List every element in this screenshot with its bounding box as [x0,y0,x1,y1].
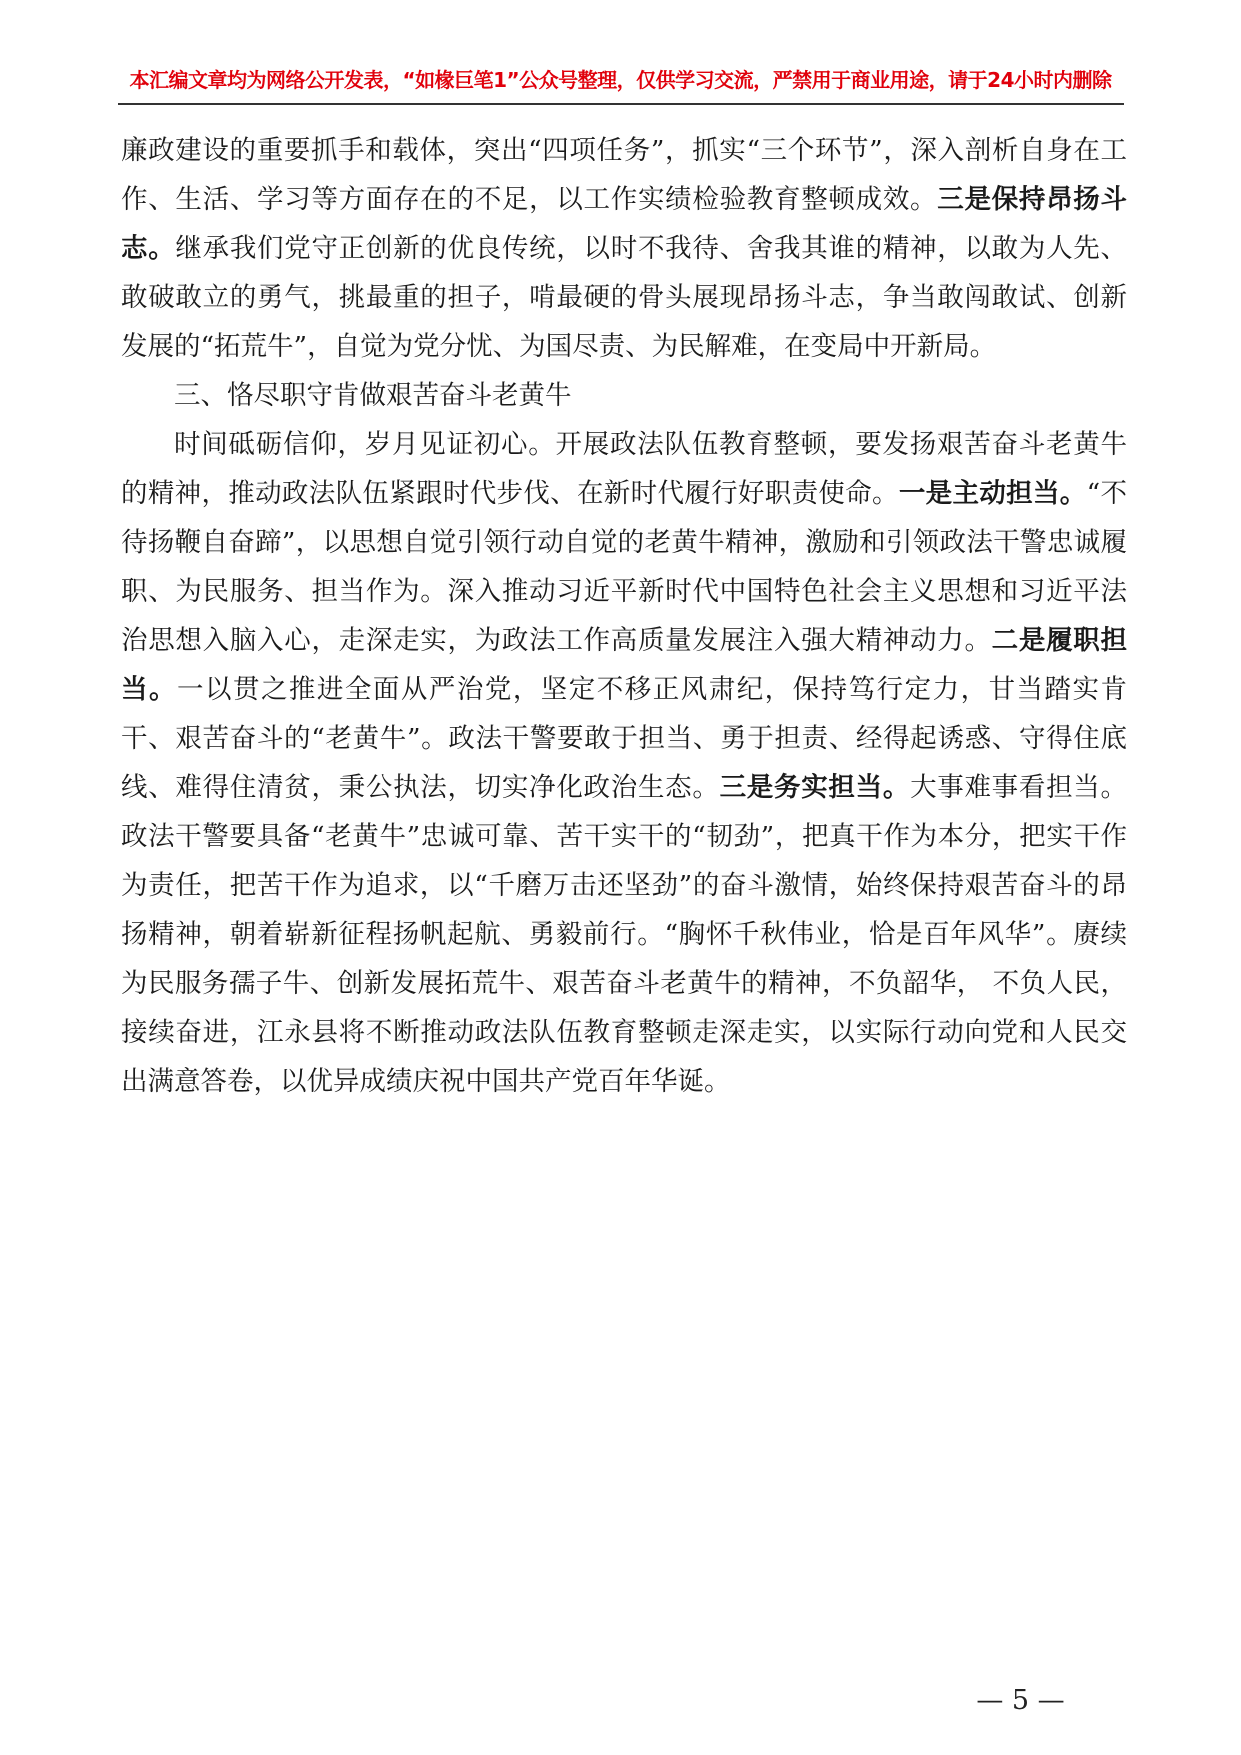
bold-point-2: 二是履职担当。 [121,625,1128,705]
bold-point-3b: 三是务实担当。 [719,772,911,803]
paragraph-text: “不待扬鞭自奋蹄”，以思想自觉引领行动自觉的老黄牛精神，激励和引领政法干警忠诚履职、为民服务、担当作为。深入推动习近平新时代中国特色社会主义思想和习近平法治思想入脑入心，走深走实，为政法工作高质量发展注入强大精神动力。 [121,478,1127,656]
copyright-banner: 本汇编文章均为网络公开发表，“如椽巨笔1”公众号整理，仅供学习交流，严禁用于商业用途，请于24小时内删除 [129,68,1112,92]
paragraph-text: 时间砥砺信仰，岁月见证初心。开展政法队伍教育整顿，要发扬艰苦奋斗老黄牛的精神，推动政法队伍紧跟时代步伐、在新时代履行好职责使命。 [121,429,1127,509]
paragraph-text: 一以贯之推进全面从严治党，坚定不移正风肃纪，保持笃行定力，甘当踏实肯干、艰苦奋斗的“老黄牛”。政法干警要敢于担当、勇于担责、经得起诱惑、守得住底线、难得住清贫，秉公执法，切实净化政治生态。 [121,674,1128,803]
paragraph-text: 继承我们党守正创新的优良传统，以时不我待、舍我其谁的精神，以敢为人先、敢破敢立的勇气，挑最重的担子，啃最硬的骨头展现昂扬斗志，争当敢闯敢试、创新发展的“拓荒牛”，自觉为党分忧、为国尽责、为民解难，在变局中开新局。 [121,233,1128,362]
bold-point-3: 三是保持昂扬斗志。 [121,184,1128,264]
paragraph-continued [121,126,1127,371]
paragraph-section-3 [121,420,1127,1106]
page-number: — 5 — [976,1685,1065,1716]
paragraph-text: 大事难事看担当。政法干警要具备“老黄牛”忠诚可靠、苦干实干的“韧劲”，把真干作为本分，把实干作为责任，把苦干作为追求，以“千磨万击还坚劲”的奋斗激情，始终保持艰苦奋斗的昂扬精神，朝着崭新征程扬帆起航、勇毅前行。“胸怀千秋伟业，恰是百年风华”。赓续为民服务孺子牛、创新发展拓荒牛、艰苦奋斗老黄牛的精神，不负韶华， 不负人民，接续奋进，江永县将不断推动政法队伍教育整顿走深走实，以实际行动向党和人民交出满意答卷，以优异成绩庆祝中国共产党百年华诞。 [121,772,1128,1097]
bold-point-1: 一是主动担当。 [898,478,1087,509]
header-rule [118,103,1124,105]
section-heading: 三、恪尽职守肯做艰苦奋斗老黄牛 [174,380,572,411]
document-body [121,126,1127,1106]
paragraph-text: 廉政建设的重要抓手和载体，突出“四项任务”，抓实“三个环节”，深入剖析自身在工作、生活、学习等方面存在的不足，以工作实绩检验教育整顿成效。 [121,135,1127,215]
